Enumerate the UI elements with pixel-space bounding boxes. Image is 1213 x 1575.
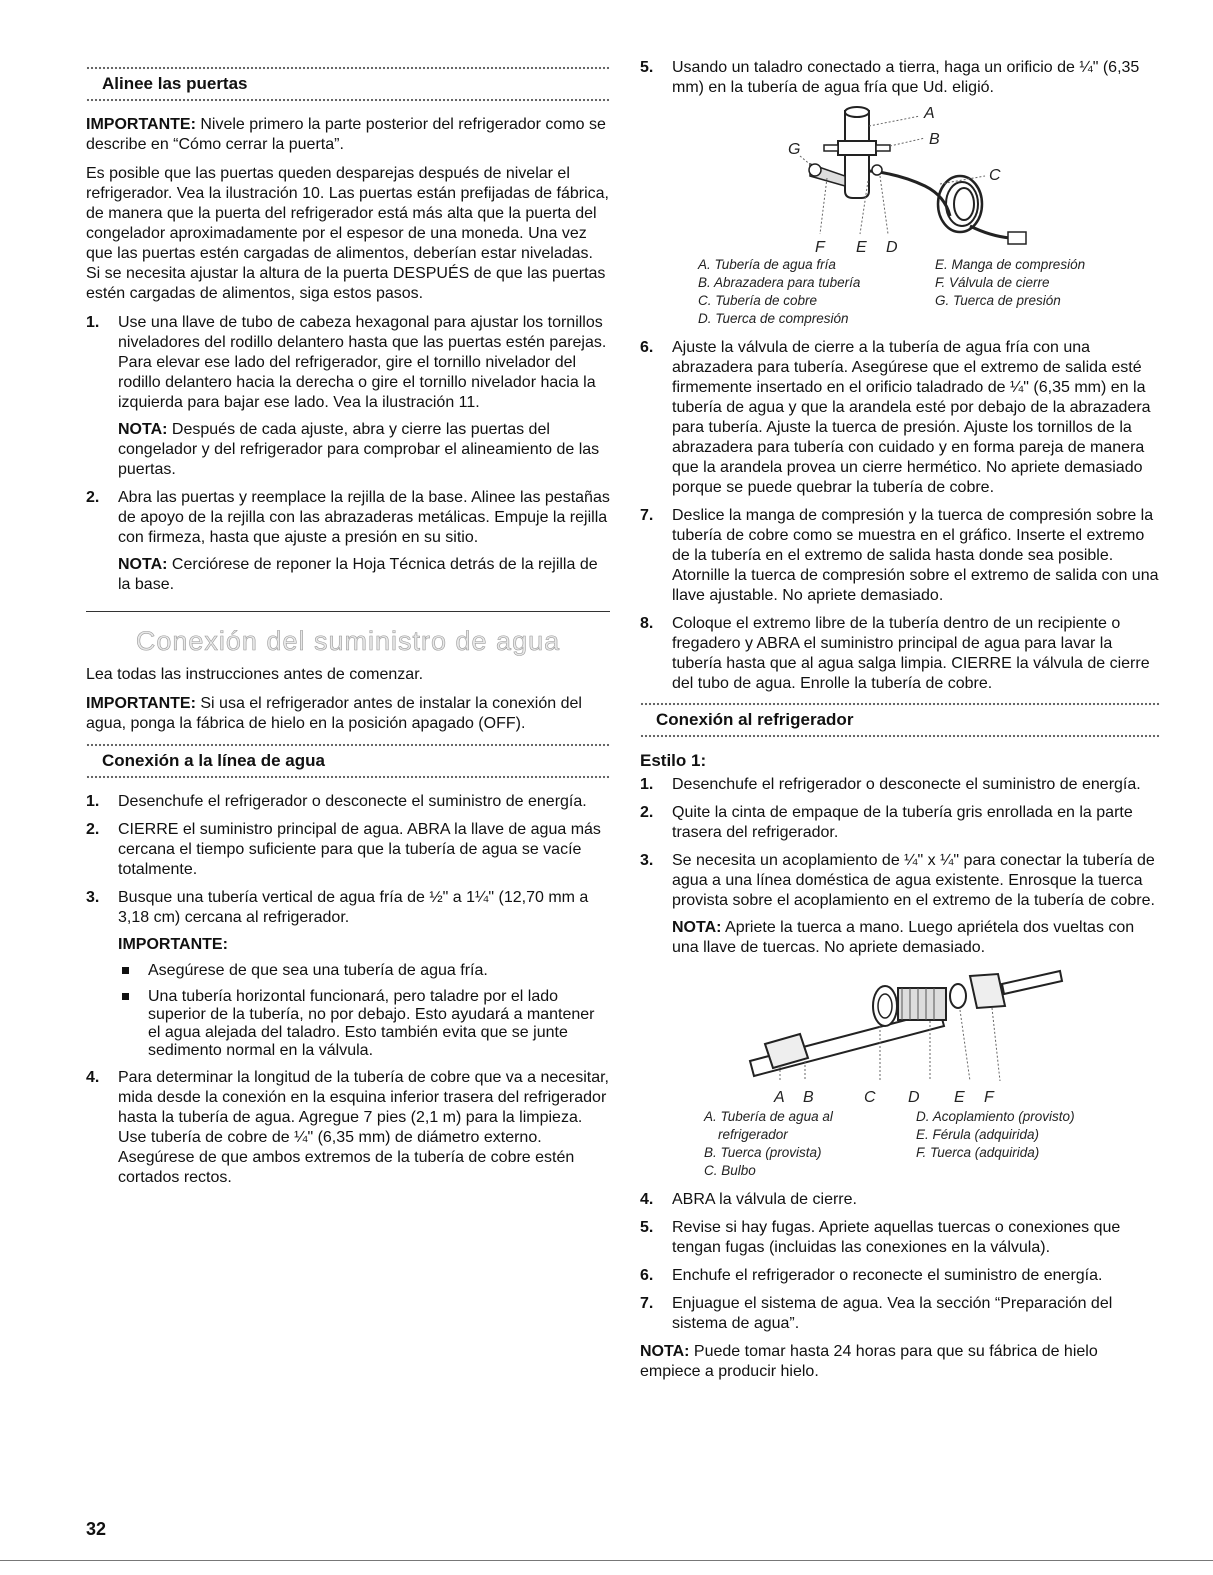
bullet-item: Una tubería horizontal funcionará, pero taladre por el lado superior de la tubería, no por debajo. Esto ayudará a mantener el agua alejada del taladro. Esto también evita que se junte sedimento normal en la válvula. — [118, 988, 610, 1060]
note-label: NOTA: — [118, 421, 168, 438]
step-text: Deslice la manga de compresión y la tuerca de compresión sobre la tubería de cobre como se muestra en el gráfico. Inserte el extremo de la tubería en el extremo de salida hasta donde sea posible. Atornille la tuerca de compresión sobre el extremo de salida con una llave ajustable. No apriete demasiado. — [672, 507, 1159, 604]
step-text: Desenchufe el refrigerador o desconecte el suministro de energía. — [672, 776, 1141, 793]
step-number: 3. — [86, 889, 100, 906]
align-important — [86, 115, 610, 155]
legend-right — [916, 1108, 1160, 1180]
step-text: Se necesita un acoplamiento de ¼" x ¼" para conectar la tubería de agua a una línea doméstica de agua existente. Enrosque la tuerca provista sobre el acoplamiento en el extremo de la tubería de cobre. — [672, 852, 1155, 909]
list-item — [640, 614, 1160, 694]
pipe-top — [845, 107, 869, 117]
align-intro: Es posible que las puertas queden desparejas después de nivelar el refrigerador. Vea la ilustración 10. Las puertas están prefijadas de fábrica, de manera que la puerta del refrigerador está más alta que la puerta del congelador aproximadamente por el espesor de una moneda. Una vez que las puertas estén cargadas de alimentos, deberían estar niveladas. Si se necesita ajustar la altura de la puerta DESPUÉS de que las puertas estén cargadas de alimentos, siga estos pasos. — [86, 165, 609, 302]
important-label: IMPORTANTE: — [86, 695, 196, 712]
step-number: 1. — [640, 776, 654, 793]
legend-item: D. Acoplamiento (provisto) — [916, 1109, 1075, 1124]
figure2-legend — [640, 1108, 1160, 1180]
step-text: Ajuste la válvula de cierre a la tubería de agua fría con una abrazadera para tubería. Asegúrese que el extremo de salida esté firmemente insertado en el orificio taladrado de ¼" (6,35 mm) en la tubería de agua y que la arandela esté por debajo de la abrazadera para tubería. Ajuste la tuerca de presión. Ajuste los tornillos de la abrazadera para tubería con cuidado y en forma pareja de manera que la arandela provea un cierre hermético. No apriete demasiado porque se puede quebrar la tubería de cobre. — [672, 339, 1151, 496]
compression-nut — [1008, 232, 1026, 244]
shutoff-valve-illustration — [640, 106, 1160, 256]
step-text: CIERRE el suministro principal de agua. ABRA la llave de agua más cercana el tiempo suficiente para que la tubería de agua se vacíe totalmente. — [118, 821, 601, 878]
bullet-item: Asegúrese de que sea una tubería de agua fría. — [118, 962, 610, 980]
dotted-rule — [640, 734, 1160, 739]
legend-item: A. Tubería de agua al — [704, 1109, 833, 1124]
leader-line — [869, 116, 920, 126]
step-text: Quite la cinta de empaque de la tubería gris enrollada en la parte trasera del refrigerador. — [672, 804, 1133, 841]
step-number: 6. — [640, 339, 654, 356]
note-text: Apriete la tuerca a mano. Luego apriétela dos vueltas con una llave de tuercas. No apriete demasiado. — [672, 919, 1135, 956]
list-item — [86, 488, 610, 595]
dotted-rule — [86, 98, 610, 103]
water-important — [86, 694, 610, 734]
shutoff-valve-figure — [640, 106, 1160, 256]
dotted-rule — [86, 775, 610, 780]
left-column — [86, 58, 610, 1196]
list-item — [86, 313, 610, 480]
saddle-nut — [809, 164, 821, 176]
label-a: A — [774, 1089, 785, 1106]
bullet-list — [118, 962, 610, 1060]
dotted-rule — [640, 702, 1160, 707]
step-text: Enjuague el sistema de agua. Vea la sección “Preparación del sistema de agua”. — [672, 1295, 1113, 1332]
step-note — [118, 555, 610, 595]
coupling-figure — [640, 966, 1160, 1108]
label-f: F — [984, 1089, 994, 1106]
step-number: 2. — [86, 489, 100, 506]
label-b: B — [929, 131, 940, 148]
label-d: D — [908, 1089, 920, 1106]
fridge-connection-title: Conexión al refrigerador — [656, 710, 854, 729]
coupling — [898, 988, 946, 1020]
list-item — [640, 803, 1160, 843]
clamp-ear — [824, 145, 838, 151]
step-text: Revise si hay fugas. Apriete aquellas tuercas o conexiones que tengan fugas (incluidas las conexiones en la válvula). — [672, 1219, 1121, 1256]
tubing-coil — [954, 188, 974, 220]
water-line-steps — [86, 792, 610, 1188]
label-d: D — [886, 239, 898, 256]
coupling-illustration — [640, 966, 1160, 1086]
list-item — [640, 58, 1160, 98]
clamp-ear — [876, 145, 890, 151]
label-b: B — [803, 1089, 814, 1106]
read-all-instructions: Lea todas las instrucciones antes de comenzar. — [86, 666, 424, 683]
important-text: Si usa el refrigerador antes de instalar la conexión del agua, ponga la fábrica de hielo en la posición apagado (OFF). — [86, 695, 582, 732]
list-item — [640, 338, 1160, 498]
ferrule — [950, 984, 966, 1008]
step-text: ABRA la válvula de cierre. — [672, 1191, 857, 1208]
list-item — [640, 506, 1160, 606]
label-c: C — [989, 167, 1001, 184]
list-item — [640, 851, 1160, 958]
note-text: Después de cada ajuste, abra y cierre las puertas del congelador y del refrigerador para comprobar el alineamiento de las puertas. — [118, 421, 600, 478]
legend-item: G. Tuerca de presión — [935, 293, 1061, 308]
step-number: 7. — [640, 507, 654, 524]
leader-line — [890, 138, 925, 146]
label-a: A — [924, 106, 935, 122]
fridge-steps-after — [640, 1190, 1160, 1334]
water-supply-title: Conexión del suministro de agua — [135, 626, 561, 656]
style-1-heading: Estilo 1: — [640, 751, 707, 770]
step-text: Use una llave de tubo de cabeza hexagonal para ajustar los tornillos niveladores del rodillo delantero hasta que las puertas estén parejas. Para elevar ese lado del refrigerador, gire el tornillo nivelador del rodillo delantero hacia la derecha o gire el tornillo nivelador hacia la izquierda para bajar ese lado. Vea la ilustración 11. — [118, 314, 607, 411]
legend-item: F. Válvula de cierre — [935, 275, 1050, 290]
compression-nut — [872, 165, 882, 175]
copper-line — [1002, 971, 1062, 994]
step-note — [118, 420, 610, 480]
purchased-nut — [970, 974, 1005, 1008]
label-e: E — [856, 239, 867, 256]
step-text: Para determinar la longitud de la tubería de cobre que va a necesitar, mida desde la conexión en la esquina inferior trasera del refrigerador hasta la tubería de agua. Agregue 7 pies (2,1 m) para la limpieza. Use tubería de cobre de ¼" (6,35 mm) de diámetro externo. Asegúrese de que ambos extremos de la tubería de cobre estén cortados rectos. — [118, 1069, 609, 1186]
list-item — [86, 888, 610, 1060]
legend-item: B. Abrazadera para tubería — [698, 275, 861, 290]
legend-item: F. Tuerca (adquirida) — [916, 1145, 1040, 1160]
list-item — [640, 1266, 1160, 1286]
step3-important: IMPORTANTE: — [118, 936, 228, 953]
step-number: 1. — [86, 793, 100, 810]
important-label: IMPORTANTE: — [86, 116, 196, 133]
step-number: 5. — [640, 1219, 654, 1236]
list-item — [640, 1190, 1160, 1210]
legend-item: C. Bulbo — [704, 1163, 756, 1178]
align-steps — [86, 313, 610, 595]
label-f: F — [815, 239, 825, 256]
figure1-legend — [640, 256, 1160, 328]
dotted-rule — [86, 66, 610, 71]
label-e: E — [954, 1089, 965, 1106]
step-text: Abra las puertas y reemplace la rejilla de la base. Alinee las pestañas de apoyo de la rejilla con las abrazaderas metálicas. Empuje la rejilla con firmeza, hasta que ajuste a presión en su sitio. — [118, 489, 610, 546]
legend-item — [935, 310, 1160, 328]
note-label: NOTA: — [118, 556, 168, 573]
coupling-labels — [640, 1086, 1160, 1108]
step-text: Desenchufe el refrigerador o desconecte el suministro de energía. — [118, 793, 587, 810]
step-text: Usando un taladro conectado a tierra, haga un orificio de ¼" (6,35 mm) en la tubería de agua fría que Ud. eligió. — [672, 59, 1140, 96]
step-number: 7. — [640, 1295, 654, 1312]
legend-item: B. Tuerca (provista) — [704, 1145, 822, 1160]
note-label: NOTA: — [640, 1343, 690, 1360]
legend-item: D. Tuerca de compresión — [698, 311, 849, 326]
list-item — [640, 1294, 1160, 1334]
bottom-rule — [0, 1560, 1213, 1561]
step-note — [672, 918, 1160, 958]
note-text: Puede tomar hasta 24 horas para que su fábrica de hielo empiece a producir hielo. — [640, 1343, 1098, 1380]
legend-item: refrigerador — [718, 1127, 788, 1142]
steps-6-8 — [640, 338, 1160, 694]
step-number: 4. — [86, 1069, 100, 1086]
step5-list — [640, 58, 1160, 98]
step-number: 5. — [640, 59, 654, 76]
step-text: Enchufe el refrigerador o reconecte el suministro de energía. — [672, 1267, 1103, 1284]
pipe-clamp — [838, 141, 876, 155]
fridge-connection-header — [640, 702, 1160, 739]
water-line-header — [86, 743, 610, 780]
step-number: 6. — [640, 1267, 654, 1284]
step-text: Coloque el extremo libre de la tubería dentro de un recipiente o fregadero y ABRA el suministro principal de agua para lavar la tubería hasta que al agua salga limpia. CIERRE la válvula de cierre del tubo de agua. Enrolle la tubería de cobre. — [672, 615, 1150, 692]
step-text: Busque una tubería vertical de agua fría de ½" a 1¼" (12,70 mm a 3,18 cm) cercana al refrigerador. — [118, 889, 589, 926]
copper-tubing — [970, 226, 1010, 238]
list-item — [640, 775, 1160, 795]
legend-left — [704, 1108, 904, 1180]
bulb-inner — [878, 994, 892, 1018]
legend-item: E. Manga de compresión — [935, 257, 1086, 272]
step-number: 1. — [86, 314, 100, 331]
align-doors-title: Alinee las puertas — [102, 74, 248, 93]
list-item — [86, 820, 610, 880]
label-c: C — [864, 1089, 876, 1106]
fridge-steps — [640, 775, 1160, 958]
note-text: Cerciórese de reponer la Hoja Técnica detrás de la rejilla de la base. — [118, 556, 598, 593]
page-number: 32 — [86, 1519, 107, 1539]
list-item — [86, 792, 610, 812]
align-doors-header — [86, 66, 610, 103]
leader-line — [820, 178, 827, 234]
dotted-rule — [86, 743, 610, 748]
list-item — [86, 1068, 610, 1188]
important-text: Nivele primero la parte posterior del refrigerador como se describe en “Cómo cerrar la puerta”. — [86, 116, 606, 153]
step-number: 8. — [640, 615, 654, 632]
leader-line — [880, 176, 888, 234]
water-line-title: Conexión a la línea de agua — [102, 751, 325, 770]
right-column — [640, 58, 1160, 1391]
leader-line — [800, 156, 812, 166]
section-divider — [86, 611, 610, 612]
legend-item: C. Tubería de cobre — [698, 293, 818, 308]
step-number: 2. — [640, 804, 654, 821]
label-g: G — [788, 141, 801, 158]
step-number: 2. — [86, 821, 100, 838]
note-label: NOTA: — [672, 919, 722, 936]
list-item — [640, 1218, 1160, 1258]
legend-item: A. Tubería de agua fría — [698, 257, 836, 272]
step-number: 3. — [640, 852, 654, 869]
legend-item: E. Férula (adquirida) — [916, 1127, 1040, 1142]
final-note — [640, 1342, 1160, 1382]
step-number: 4. — [640, 1191, 654, 1208]
